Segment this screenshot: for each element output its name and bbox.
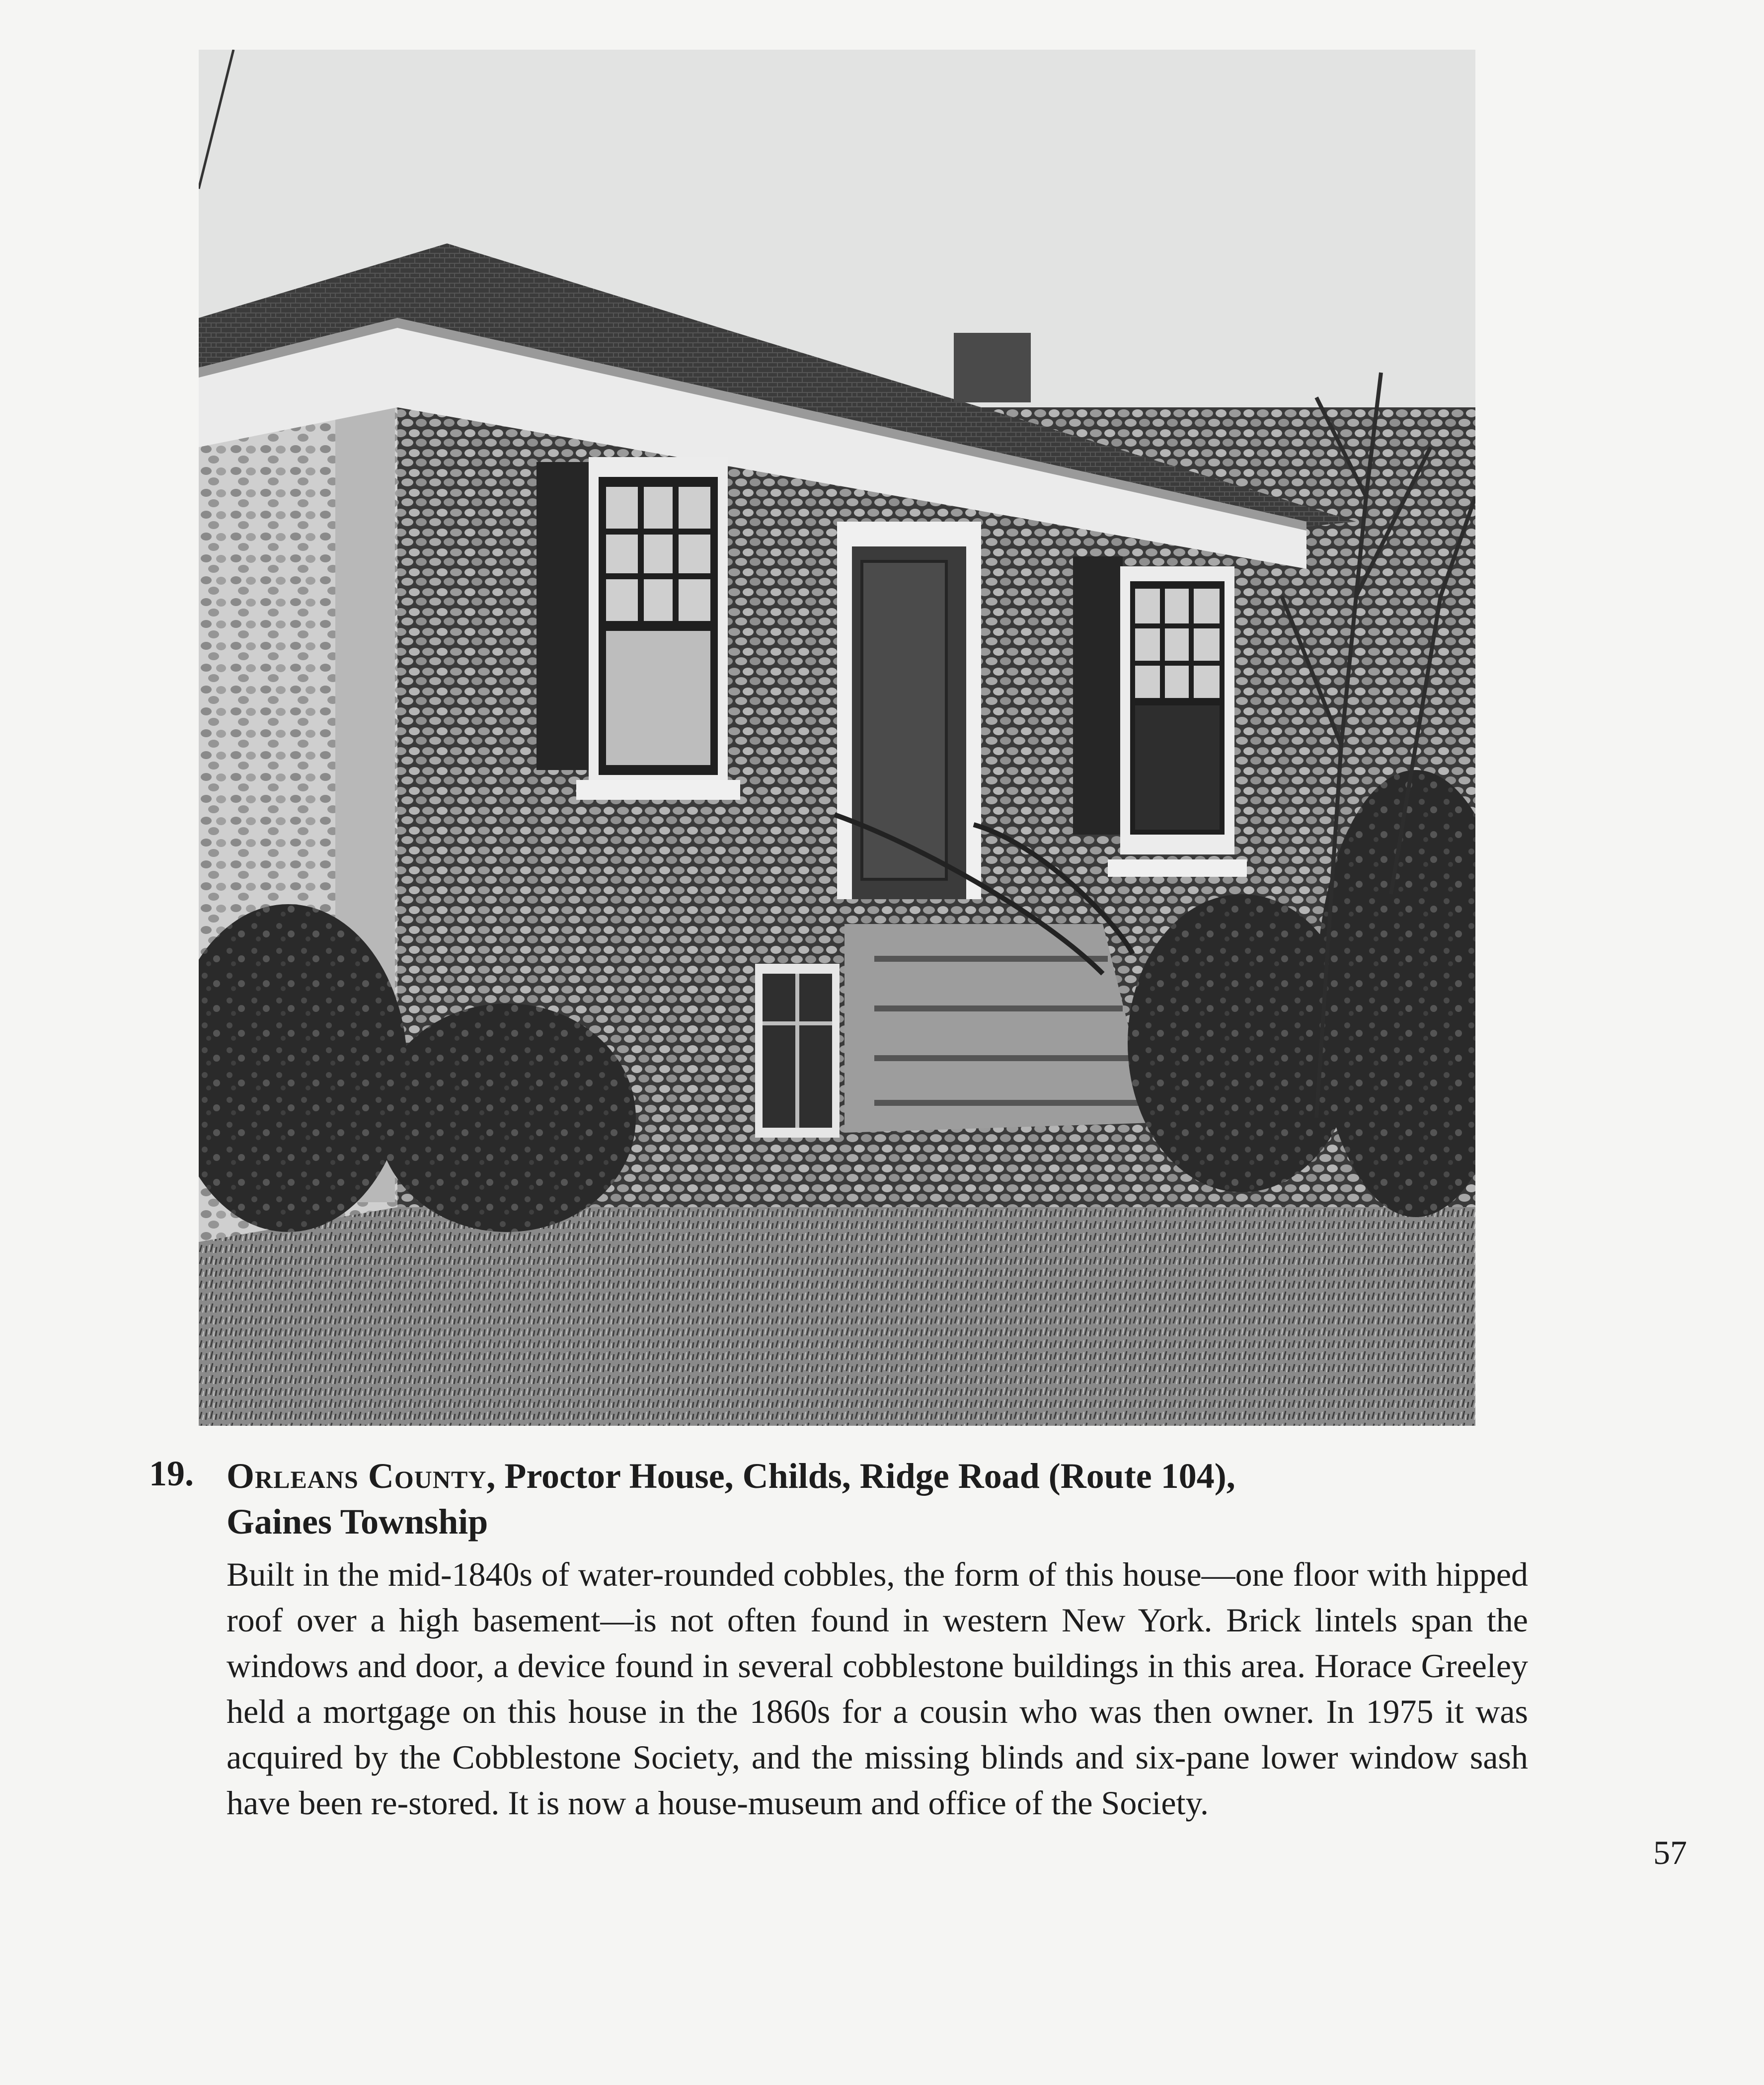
cobblestone-house-image — [199, 50, 1475, 1426]
figure-caption — [149, 1453, 1540, 1826]
figure-number: 19. — [149, 1454, 194, 1493]
figure-title — [227, 1453, 1540, 1544]
figure-description: Built in the mid-1840s of water-rounded cobbles, the form of this house—one floor with hipped roof over a high basement—is not often found in western New York. Brick lintels span the windows and door, a device found in several cobblestone buildings in this area. Horace Greeley held a mortgage on this house in the 1860s for a cousin who was then owner. In 1975 it was acquired by the Cobblestone Society, and the missing blinds and six-pane lower window sash have been re-stored. It is now a house-museum and office of the Society. — [227, 1555, 1528, 1822]
title-rest: , Proctor House, Childs, Ridge Road (Route 104), — [486, 1456, 1235, 1496]
house-photograph — [199, 50, 1475, 1426]
page-number: 57 — [1653, 1834, 1687, 1871]
title-line-2: Gaines Township — [227, 1502, 488, 1542]
county-name: Orleans County — [227, 1456, 487, 1496]
